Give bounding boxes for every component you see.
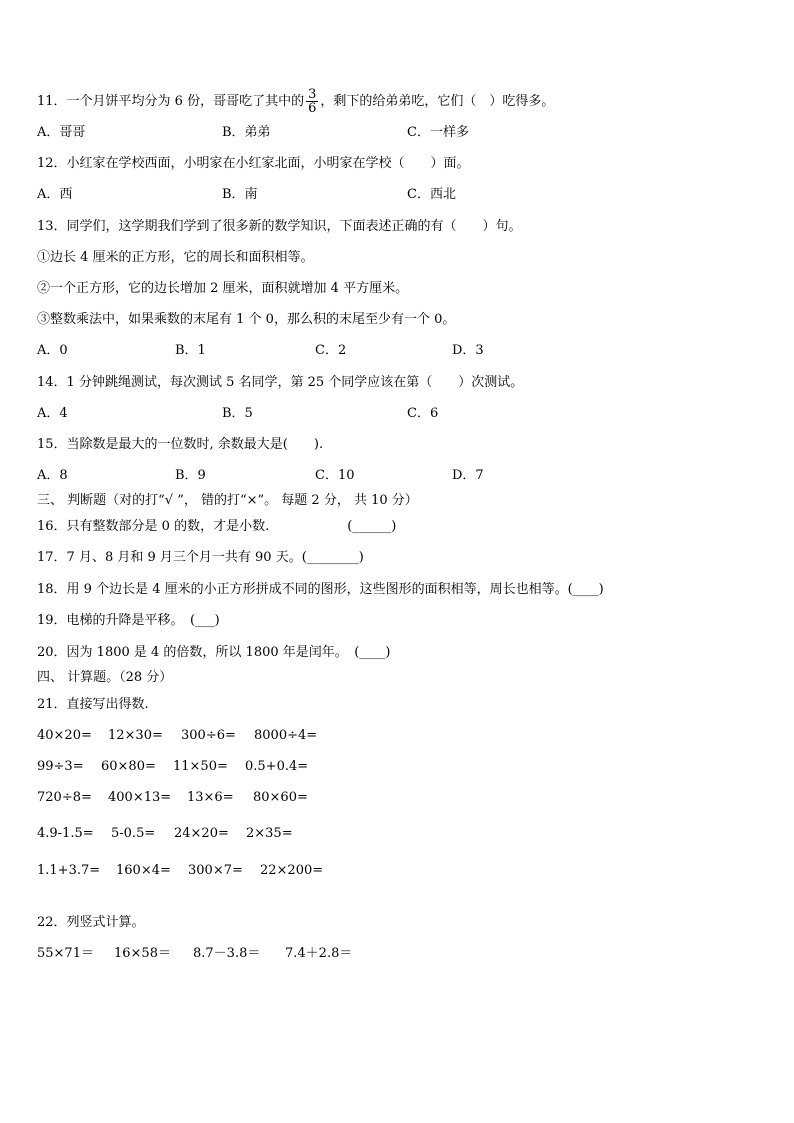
question-11-prefix: 11．一个月饼平均分为 6 份，哥哥吃了其中的	[37, 94, 305, 109]
section-3-heading: 三、 判断题（对的打“√ ”， 错的打“×”。 每题 2 分， 共 10 分）	[37, 493, 418, 508]
option-c: C．西北	[407, 187, 456, 202]
option-a: A．哥哥	[37, 125, 86, 140]
question-12: 12．小红家在学校西面，小明家在小红家北面，小明家在学校（ ）面。	[37, 156, 470, 171]
question-19: 19．电梯的升降是平移。 (___)	[37, 613, 220, 628]
statement-3: ③整数乘法中，如果乘数的末尾有 1 个 0，那么积的末尾至少有一个 0。	[37, 312, 456, 327]
option-d: D．7	[452, 468, 484, 483]
vertical-calc-item: 55×71＝	[37, 946, 94, 961]
calc-item: 5-0.5=	[111, 826, 156, 841]
calc-item: 400×13=	[108, 790, 172, 805]
vertical-calc-item: 8.7－3.8＝	[193, 946, 261, 961]
option-c: C．一样多	[407, 125, 469, 140]
vertical-calc-item: 16×58＝	[114, 946, 171, 961]
option-a: A．4	[37, 406, 68, 421]
statement-2: ②一个正方形，它的边长增加 2 厘米，面积就增加 4 平方厘米。	[37, 281, 409, 296]
question-18: 18．用 9 个边长是 4 厘米的小正方形拼成不同的图形，这些图形的面积相等，周长也相等。(____)	[37, 582, 604, 597]
fraction-numerator: 3	[308, 87, 317, 102]
calc-item: 11×50=	[173, 759, 228, 774]
question-14: 14．1 分钟跳绳测试，每次测试 5 名同学，第 25 个同学应该在第（ ）次测试。	[37, 375, 524, 390]
statement-1: ①边长 4 厘米的正方形，它的周长和面积相等。	[37, 250, 314, 265]
question-16: 16．只有整数部分是 0 的数，才是小数. (______)	[37, 519, 397, 534]
calc-item: 160×4=	[116, 863, 171, 878]
vertical-calc-item: 7.4＋2.8＝	[285, 946, 353, 961]
calc-item: 300÷6=	[181, 728, 236, 743]
calc-item: 24×20=	[174, 826, 229, 841]
option-c: C．10	[315, 468, 355, 483]
option-a: A．8	[37, 468, 68, 483]
option-b: B．9	[175, 468, 206, 483]
option-a: A．西	[37, 187, 73, 202]
question-22-title: 22．列竖式计算。	[37, 915, 145, 930]
calc-item: 13×6=	[187, 790, 234, 805]
section-4-heading: 四、 计算题。（28 分）	[37, 670, 173, 685]
question-11	[37, 88, 554, 115]
option-b: B．弟弟	[222, 125, 271, 140]
fraction	[306, 88, 318, 115]
option-a: A．0	[37, 343, 68, 358]
calc-item: 60×80=	[101, 759, 156, 774]
calc-item: 80×60=	[253, 790, 308, 805]
question-17: 17．7 月、8 月和 9 月三个月一共有 90 天。(________)	[37, 550, 364, 565]
calc-item: 40×20=	[37, 728, 92, 743]
calc-item: 12×30=	[108, 728, 163, 743]
question-11-suffix: ，剩下的给弟弟吃，它们（ ）吃得多。	[320, 94, 555, 109]
calc-item: 2×35=	[246, 826, 293, 841]
calc-item: 8000÷4=	[254, 728, 318, 743]
option-b: B．1	[175, 343, 206, 358]
option-b: B．南	[222, 187, 258, 202]
calc-item: 99÷3=	[37, 759, 84, 774]
option-b: B．5	[222, 406, 253, 421]
question-15: 15．当除数是最大的一位数时, 余数最大是( ).	[37, 437, 324, 452]
option-c: C．6	[407, 406, 439, 421]
calc-item: 720÷8=	[37, 790, 92, 805]
question-13: 13．同学们，这学期我们学到了很多新的数学知识，下面表述正确的有（ ）句。	[37, 219, 522, 234]
calc-item: 0.5+0.4=	[245, 759, 309, 774]
fraction-denominator: 6	[308, 101, 317, 116]
question-20: 20．因为 1800 是 4 的倍数，所以 1800 年是闰年。 (____)	[37, 645, 391, 660]
calc-item: 22×200=	[260, 863, 324, 878]
calc-item: 1.1+3.7=	[37, 863, 101, 878]
calc-item: 4.9-1.5=	[37, 826, 94, 841]
option-d: D．3	[452, 343, 484, 358]
calc-item: 300×7=	[188, 863, 243, 878]
option-c: C．2	[315, 343, 347, 358]
question-21-title: 21．直接写出得数.	[37, 697, 149, 712]
